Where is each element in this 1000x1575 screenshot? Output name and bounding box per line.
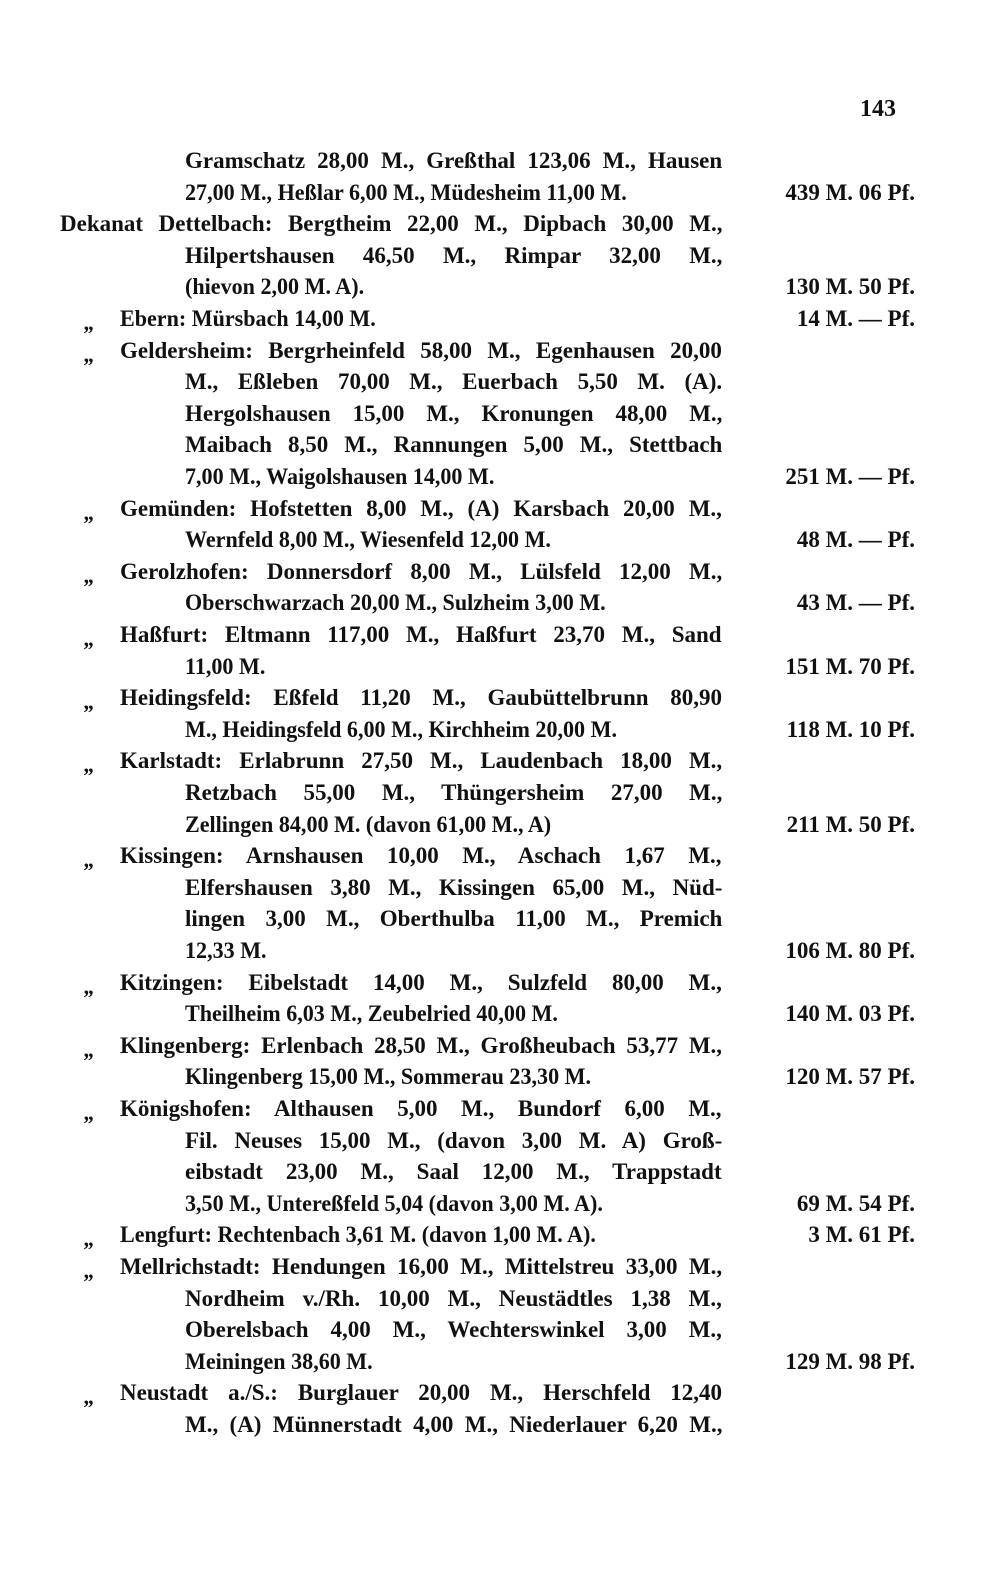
entry-line <box>0 683 1000 713</box>
entry-text: Kitzingen: Eibelstadt 14,00 M., Sulzfeld 80,00 M., <box>120 969 722 995</box>
ditto-mark: „ <box>84 1226 95 1252</box>
entry-text: 3,50 M., Untereßfeld 5,04 (davon 3,00 M. A). <box>185 1190 603 1216</box>
entry-text: Klingenberg: Erlenbach 28,50 M., Großheubach 53,77 M., <box>120 1032 723 1058</box>
entry-line <box>0 1378 1000 1408</box>
entry-line <box>0 746 1000 776</box>
ditto-mark: „ <box>84 626 95 651</box>
ditto-mark: „ <box>84 752 95 778</box>
entry-text: Königshofen: Althausen 5,00 M., Bundorf 6,00 M., <box>120 1096 722 1121</box>
ditto-mark: „ <box>84 1258 95 1283</box>
entry-text: Nordheim v./Rh. 10,00 M., Neustädtles 1,38 M., <box>185 1285 722 1311</box>
entry-text: lingen 3,00 M., Oberthulba 11,00 M., Premich <box>185 906 723 932</box>
entry-amount: 130 M. 50 Pf. <box>785 274 915 300</box>
entry-text: 7,00 M., Waigolshausen 14,00 M. <box>185 464 495 489</box>
entry-line <box>0 209 1000 239</box>
entry-amount: 69 M. 54 Pf. <box>796 1190 915 1216</box>
entry-text: Gerolzhofen: Donnersdorf 8,00 M., Lülsfeld 12,00 M., <box>120 558 723 584</box>
entry-line <box>0 1410 1000 1440</box>
ditto-mark: „ <box>84 562 95 588</box>
entry-line <box>0 841 1000 871</box>
entry-text: Gemünden: Hofstetten 8,00 M., (A) Karsbach 20,00 M., <box>120 495 722 521</box>
entry-line <box>0 241 1000 271</box>
entry-line <box>0 1220 1000 1250</box>
entry-amount: 129 M. 98 Pf. <box>785 1348 915 1374</box>
entry-text: Hilpertshausen 46,50 M., Rimpar 32,00 M., <box>185 242 723 268</box>
entry-line <box>0 873 1000 903</box>
entry-text: Maibach 8,50 M., Rannungen 5,00 M., Stettbach <box>185 432 723 458</box>
entry-amount: 118 M. 10 Pf. <box>786 716 915 742</box>
entry-text: Retzbach 55,00 M., Thüngersheim 27,00 M., <box>185 780 723 805</box>
entry-text: Lengfurt: Rechtenbach 3,61 M. (davon 1,00 M. A). <box>120 1222 596 1248</box>
entry-text: Dekanat Dettelbach: Bergtheim 22,00 M., Dipbach 30,00 M., <box>60 211 723 237</box>
entry-text: Mellrichstadt: Hendungen 16,00 M., Mittelstreu 33,00 M., <box>120 1254 723 1279</box>
page-number: 143 <box>860 96 896 122</box>
ditto-mark: „ <box>84 499 95 525</box>
entry-line <box>0 1252 1000 1282</box>
entry-line <box>0 620 1000 650</box>
entry-text: eibstadt 23,00 M., Saal 12,00 M., Trappstadt <box>185 1159 722 1185</box>
entry-amount: 251 M. — Pf. <box>785 464 915 489</box>
entry-amount: 3 M. 61 Pf. <box>808 1222 915 1248</box>
entry-amount: 48 M. — Pf. <box>796 527 915 553</box>
entry-line <box>0 778 1000 808</box>
entry-line <box>0 968 1000 998</box>
ditto-mark: „ <box>84 973 95 999</box>
ditto-mark: „ <box>84 310 95 335</box>
entry-line <box>0 652 1000 682</box>
ditto-mark: „ <box>84 1036 95 1062</box>
entry-text: Fil. Neuses 15,00 M., (davon 3,00 M. A) Groß- <box>185 1127 723 1153</box>
entry-text: Geldersheim: Bergrheinfeld 58,00 M., Egenhausen 20,00 <box>120 337 722 363</box>
entry-line <box>0 146 1000 176</box>
entry-text: Oberelsbach 4,00 M., Wechterswinkel 3,00 M., <box>185 1317 722 1343</box>
entry-line <box>0 178 1000 208</box>
entry-line <box>0 462 1000 492</box>
entry-text: Hergolshausen 15,00 M., Kronungen 48,00 M., <box>185 400 723 426</box>
entry-text: Neustadt a./S.: Burglauer 20,00 M., Herschfeld 12,40 <box>120 1380 723 1406</box>
entry-line <box>0 936 1000 966</box>
entry-line <box>0 430 1000 460</box>
entry-text: 11,00 M. <box>185 653 266 679</box>
ditto-mark: „ <box>84 1384 95 1410</box>
entry-text: 12,33 M. <box>185 938 267 963</box>
entry-line <box>0 1062 1000 1092</box>
entry-text: Meiningen 38,60 M. <box>185 1348 373 1374</box>
entry-amount: 140 M. 03 Pf. <box>785 1001 915 1027</box>
entry-line <box>0 1315 1000 1345</box>
ditto-mark: „ <box>84 847 95 873</box>
ditto-mark: „ <box>84 341 95 367</box>
entry-line <box>0 399 1000 429</box>
entry-text: Klingenberg 15,00 M., Sommerau 23,30 M. <box>185 1064 591 1090</box>
entry-text: M., Eßleben 70,00 M., Euerbach 5,50 M. (A). <box>185 369 723 395</box>
entry-text: M., (A) Münnerstadt 4,00 M., Niederlauer 6,20 M., <box>185 1412 723 1437</box>
entry-line <box>0 336 1000 366</box>
entry-text: Theilheim 6,03 M., Zeubelried 40,00 M. <box>185 1001 558 1027</box>
entry-amount: 151 M. 70 Pf. <box>785 653 915 679</box>
entry-amount: 106 M. 80 Pf. <box>785 938 915 963</box>
entry-text: Karlstadt: Erlabrunn 27,50 M., Laudenbach 18,00 M., <box>120 748 723 774</box>
entry-text: Haßfurt: Eltmann 117,00 M., Haßfurt 23,70 M., Sand <box>120 622 722 647</box>
entry-text: Heidingsfeld: Eßfeld 11,20 M., Gaubüttelbrunn 80,90 <box>120 685 723 711</box>
entry-line <box>0 494 1000 524</box>
ditto-mark: „ <box>84 1100 95 1125</box>
entry-amount: 43 M. — Pf. <box>796 590 915 616</box>
entry-text: Zellingen 84,00 M. (davon 61,00 M., A) <box>185 811 552 837</box>
entry-line <box>0 1284 1000 1314</box>
entry-text: M., Heidingsfeld 6,00 M., Kirchheim 20,00 M. <box>185 716 617 742</box>
entry-line <box>0 557 1000 587</box>
entry-text: Oberschwarzach 20,00 M., Sulzheim 3,00 M. <box>185 590 606 616</box>
ditto-mark: „ <box>84 689 95 715</box>
entry-line <box>0 272 1000 302</box>
entry-line <box>0 904 1000 934</box>
entry-text: (hievon 2,00 M. A). <box>185 274 365 300</box>
entry-text: Kissingen: Arnshausen 10,00 M., Aschach 1,67 M., <box>120 843 722 869</box>
entry-amount: 211 M. 50 Pf. <box>786 811 915 837</box>
entry-text: Elfershausen 3,80 M., Kissingen 65,00 M., Nüd- <box>185 874 723 900</box>
entry-amount: 14 M. — Pf. <box>796 306 915 331</box>
entry-line <box>0 525 1000 555</box>
entry-line <box>0 1126 1000 1156</box>
entry-text: Gramschatz 28,00 M., Greßthal 123,06 M., Hausen <box>185 148 723 173</box>
entry-text: 27,00 M., Heßlar 6,00 M., Müdesheim 11,00 M. <box>185 179 627 205</box>
entry-line <box>0 588 1000 618</box>
entry-amount: 120 M. 57 Pf. <box>785 1064 915 1090</box>
entry-line <box>0 304 1000 334</box>
entry-line <box>0 715 1000 745</box>
entry-line <box>0 1189 1000 1219</box>
entry-text: Ebern: Mürsbach 14,00 M. <box>120 306 376 331</box>
entry-text: Wernfeld 8,00 M., Wiesenfeld 12,00 M. <box>185 527 551 553</box>
entry-line <box>0 1094 1000 1124</box>
entry-line <box>0 367 1000 397</box>
entry-line <box>0 1157 1000 1187</box>
entry-line <box>0 1347 1000 1377</box>
entry-line <box>0 810 1000 840</box>
entry-line <box>0 999 1000 1029</box>
entry-line <box>0 1031 1000 1061</box>
entry-amount: 439 M. 06 Pf. <box>785 179 915 205</box>
